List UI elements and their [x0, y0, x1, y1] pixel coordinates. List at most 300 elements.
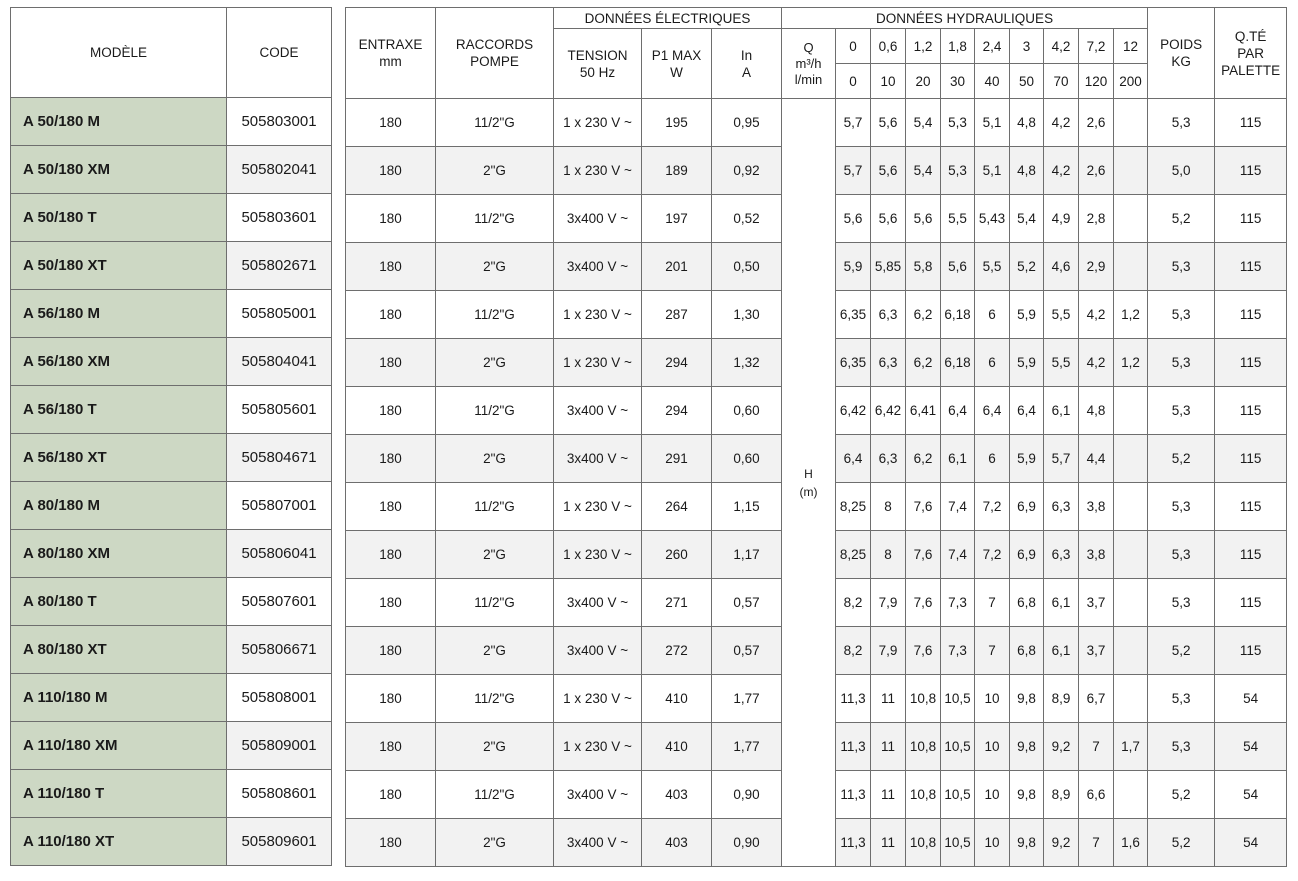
entraxe-cell: 180: [346, 339, 436, 387]
head-value-cell: 10: [975, 675, 1010, 723]
head-value-cell: 6: [975, 339, 1010, 387]
p1max-header: P1 MAX W: [642, 29, 712, 99]
code-cell: 505805601: [227, 386, 332, 434]
code-cell: 505806671: [227, 626, 332, 674]
raccords-header: RACCORDS POMPE: [436, 8, 554, 99]
p1-cell: 264: [642, 483, 712, 531]
head-value-cell: 10,5: [941, 771, 975, 819]
table-row: [11, 434, 332, 482]
model-cell: A 50/180 T: [11, 194, 227, 242]
head-value-cell: 6,2: [906, 435, 941, 483]
head-value-cell: 7,2: [975, 483, 1010, 531]
head-value-cell: 5,6: [871, 99, 906, 147]
q-lmin-header: 0: [836, 64, 871, 99]
head-value-cell: 4,2: [1044, 147, 1079, 195]
head-value-cell: 2,6: [1079, 147, 1114, 195]
head-value-cell: 6,18: [941, 291, 975, 339]
head-value-cell: 10,5: [941, 819, 975, 867]
p1-cell: 260: [642, 531, 712, 579]
raccords-cell: 11/2"G: [436, 291, 554, 339]
q-m3h-header: 1,8: [941, 29, 975, 64]
table-row: [11, 626, 332, 674]
entraxe-header: ENTRAXE mm: [346, 8, 436, 99]
head-value-cell: 1,2: [1114, 339, 1148, 387]
head-value-cell: 4,2: [1044, 99, 1079, 147]
head-value-cell: 10,8: [906, 819, 941, 867]
tension-cell: 3x400 V ~: [554, 579, 642, 627]
model-header: MODÈLE: [11, 8, 227, 98]
head-value-cell: 6,3: [871, 435, 906, 483]
raccords-cell: 11/2"G: [436, 195, 554, 243]
tension-cell: 3x400 V ~: [554, 243, 642, 291]
model-cell: A 110/180 M: [11, 674, 227, 722]
q-m3h-header: 3: [1010, 29, 1044, 64]
poids-header: POIDS KG: [1148, 8, 1215, 99]
head-value-cell: 8,2: [836, 627, 871, 675]
code-cell: 505808601: [227, 770, 332, 818]
entraxe-cell: 180: [346, 147, 436, 195]
head-value-cell: 3,7: [1079, 579, 1114, 627]
head-value-cell: 10,8: [906, 771, 941, 819]
head-value-cell: 4,6: [1044, 243, 1079, 291]
head-value-cell: 5,5: [941, 195, 975, 243]
table-row: [11, 338, 332, 386]
in-cell: 0,90: [712, 771, 782, 819]
head-value-cell: [1114, 531, 1148, 579]
head-value-cell: 7,3: [941, 579, 975, 627]
code-cell: 505804041: [227, 338, 332, 386]
head-value-cell: 6,4: [836, 435, 871, 483]
p1-cell: 287: [642, 291, 712, 339]
in-cell: 0,60: [712, 435, 782, 483]
model-cell: A 80/180 XM: [11, 530, 227, 578]
model-cell: A 80/180 XT: [11, 626, 227, 674]
head-value-cell: 5,9: [836, 243, 871, 291]
q-m3h-header: 4,2: [1044, 29, 1079, 64]
tension-cell: 1 x 230 V ~: [554, 99, 642, 147]
head-value-cell: 5,2: [1010, 243, 1044, 291]
in-cell: 1,77: [712, 723, 782, 771]
hydraulic-group-header: DONNÉES HYDRAULIQUES: [782, 8, 1148, 29]
raccords-cell: 2"G: [436, 819, 554, 867]
head-value-cell: 6,4: [941, 387, 975, 435]
head-value-cell: 3,8: [1079, 483, 1114, 531]
head-value-cell: 6,4: [1010, 387, 1044, 435]
head-value-cell: 4,4: [1079, 435, 1114, 483]
poids-cell: 5,3: [1148, 531, 1215, 579]
head-value-cell: 8: [871, 531, 906, 579]
raccords-cell: 11/2"G: [436, 579, 554, 627]
p1-cell: 403: [642, 771, 712, 819]
electrical-group-header: DONNÉES ÉLECTRIQUES: [554, 8, 782, 29]
raccords-cell: 2"G: [436, 723, 554, 771]
entraxe-cell: 180: [346, 99, 436, 147]
head-value-cell: 5,43: [975, 195, 1010, 243]
head-value-cell: 10,8: [906, 675, 941, 723]
qte-cell: 115: [1215, 99, 1287, 147]
table-row: [11, 386, 332, 434]
qte-cell: 115: [1215, 243, 1287, 291]
head-value-cell: 5,8: [906, 243, 941, 291]
head-value-cell: 6,1: [941, 435, 975, 483]
q-m3h-header: 1,2: [906, 29, 941, 64]
head-value-cell: 10,8: [906, 723, 941, 771]
raccords-cell: 11/2"G: [436, 483, 554, 531]
head-value-cell: 5,85: [871, 243, 906, 291]
qte-cell: 54: [1215, 819, 1287, 867]
raccords-cell: 2"G: [436, 243, 554, 291]
head-value-cell: 5,6: [836, 195, 871, 243]
head-value-cell: 5,1: [975, 99, 1010, 147]
code-cell: 505803601: [227, 194, 332, 242]
tension-cell: 1 x 230 V ~: [554, 675, 642, 723]
q-lmin-header: 20: [906, 64, 941, 99]
head-value-cell: 4,2: [1079, 339, 1114, 387]
p1-cell: 410: [642, 675, 712, 723]
head-value-cell: 6,2: [906, 291, 941, 339]
in-cell: 1,15: [712, 483, 782, 531]
head-value-cell: 10,5: [941, 723, 975, 771]
raccords-cell: 2"G: [436, 531, 554, 579]
in-cell: 1,32: [712, 339, 782, 387]
model-cell: A 50/180 XT: [11, 242, 227, 290]
head-value-cell: 8,9: [1044, 675, 1079, 723]
head-value-cell: 5,7: [1044, 435, 1079, 483]
head-value-cell: 7,9: [871, 627, 906, 675]
in-header: In A: [712, 29, 782, 99]
qte-cell: 115: [1215, 483, 1287, 531]
qte-cell: 115: [1215, 579, 1287, 627]
head-value-cell: 10: [975, 819, 1010, 867]
q-m3h-header: 2,4: [975, 29, 1010, 64]
head-value-cell: 1,7: [1114, 723, 1148, 771]
poids-cell: 5,3: [1148, 339, 1215, 387]
head-value-cell: 11: [871, 723, 906, 771]
head-value-cell: 6,3: [1044, 483, 1079, 531]
table-row: [11, 818, 332, 866]
q-lmin-header: 120: [1079, 64, 1114, 99]
head-value-cell: 5,4: [906, 99, 941, 147]
qte-cell: 115: [1215, 339, 1287, 387]
head-value-cell: 6,4: [975, 387, 1010, 435]
head-value-cell: 4,2: [1079, 291, 1114, 339]
code-cell: 505807001: [227, 482, 332, 530]
model-cell: A 56/180 M: [11, 290, 227, 338]
code-cell: 505805001: [227, 290, 332, 338]
head-value-cell: 6,35: [836, 291, 871, 339]
head-value-cell: 7,4: [941, 483, 975, 531]
head-value-cell: 11: [871, 675, 906, 723]
head-value-cell: 8: [871, 483, 906, 531]
model-cell: A 56/180 XT: [11, 434, 227, 482]
entraxe-cell: 180: [346, 531, 436, 579]
raccords-cell: 11/2"G: [436, 99, 554, 147]
head-value-cell: 9,8: [1010, 771, 1044, 819]
table-row: [11, 194, 332, 242]
head-value-cell: 5,5: [1044, 291, 1079, 339]
head-value-cell: 7,6: [906, 531, 941, 579]
tension-cell: 3x400 V ~: [554, 195, 642, 243]
head-value-cell: 7,6: [906, 627, 941, 675]
p1-cell: 271: [642, 579, 712, 627]
table-row: [11, 242, 332, 290]
head-value-cell: 2,6: [1079, 99, 1114, 147]
poids-cell: 5,2: [1148, 819, 1215, 867]
h-unit: (m): [799, 484, 818, 499]
head-value-cell: [1114, 147, 1148, 195]
head-value-cell: 6,2: [906, 339, 941, 387]
head-value-cell: [1114, 195, 1148, 243]
entraxe-cell: 180: [346, 387, 436, 435]
poids-cell: 5,3: [1148, 243, 1215, 291]
qte-cell: 54: [1215, 771, 1287, 819]
head-value-cell: 7,6: [906, 483, 941, 531]
entraxe-cell: 180: [346, 243, 436, 291]
model-cell: A 110/180 XM: [11, 722, 227, 770]
entraxe-cell: 180: [346, 723, 436, 771]
head-value-cell: 6,8: [1010, 579, 1044, 627]
qte-cell: 115: [1215, 435, 1287, 483]
raccords-cell: 2"G: [436, 147, 554, 195]
head-value-cell: 3,8: [1079, 531, 1114, 579]
head-value-cell: 7,2: [975, 531, 1010, 579]
p1-cell: 291: [642, 435, 712, 483]
head-value-cell: 6,35: [836, 339, 871, 387]
head-value-cell: 11,3: [836, 819, 871, 867]
tension-cell: 1 x 230 V ~: [554, 483, 642, 531]
poids-cell: 5,3: [1148, 675, 1215, 723]
code-cell: 505802041: [227, 146, 332, 194]
head-value-cell: 2,8: [1079, 195, 1114, 243]
head-value-cell: 6,1: [1044, 579, 1079, 627]
code-cell: 505809001: [227, 722, 332, 770]
in-cell: 0,52: [712, 195, 782, 243]
raccords-cell: 2"G: [436, 435, 554, 483]
head-value-cell: 5,9: [1010, 435, 1044, 483]
table-row: [11, 770, 332, 818]
head-value-cell: 4,8: [1010, 99, 1044, 147]
table-row: [346, 99, 1287, 147]
entraxe-cell: 180: [346, 435, 436, 483]
head-value-cell: 5,6: [871, 147, 906, 195]
head-value-cell: 5,4: [1010, 195, 1044, 243]
head-value-cell: [1114, 99, 1148, 147]
specs-table: [345, 7, 1287, 867]
head-value-cell: 6,3: [871, 339, 906, 387]
tension-header: TENSION 50 Hz: [554, 29, 642, 99]
in-cell: 0,60: [712, 387, 782, 435]
head-value-cell: 6,41: [906, 387, 941, 435]
p1-cell: 189: [642, 147, 712, 195]
table-row: [11, 146, 332, 194]
head-value-cell: [1114, 483, 1148, 531]
poids-cell: 5,2: [1148, 771, 1215, 819]
code-header: CODE: [227, 8, 332, 98]
table-row: [11, 578, 332, 626]
head-value-cell: 8,9: [1044, 771, 1079, 819]
qte-cell: 115: [1215, 387, 1287, 435]
head-value-cell: 1,2: [1114, 291, 1148, 339]
tension-cell: 1 x 230 V ~: [554, 339, 642, 387]
head-value-cell: 5,7: [836, 147, 871, 195]
head-value-cell: 5,7: [836, 99, 871, 147]
q-m3h-header: 12: [1114, 29, 1148, 64]
code-cell: 505804671: [227, 434, 332, 482]
head-value-cell: 8,25: [836, 483, 871, 531]
q-lmin-header: 10: [871, 64, 906, 99]
head-value-cell: 6,6: [1079, 771, 1114, 819]
head-value-cell: 2,9: [1079, 243, 1114, 291]
q-m3h-header: 0: [836, 29, 871, 64]
head-value-cell: 6: [975, 291, 1010, 339]
code-cell: 505806041: [227, 530, 332, 578]
entraxe-cell: 180: [346, 195, 436, 243]
head-value-cell: 6: [975, 435, 1010, 483]
head-value-cell: 7,9: [871, 579, 906, 627]
table-row: [11, 98, 332, 146]
head-value-cell: 10: [975, 771, 1010, 819]
head-value-cell: 9,2: [1044, 819, 1079, 867]
model-cell: A 56/180 T: [11, 386, 227, 434]
head-value-cell: 4,8: [1079, 387, 1114, 435]
table-row: [11, 482, 332, 530]
head-value-cell: [1114, 387, 1148, 435]
head-value-cell: [1114, 435, 1148, 483]
poids-cell: 5,2: [1148, 435, 1215, 483]
model-cell: A 80/180 T: [11, 578, 227, 626]
head-value-cell: 7: [975, 579, 1010, 627]
head-value-cell: 11,3: [836, 771, 871, 819]
head-value-cell: 5,6: [906, 195, 941, 243]
entraxe-cell: 180: [346, 627, 436, 675]
q-m3h-header: 7,2: [1079, 29, 1114, 64]
qte-cell: 115: [1215, 291, 1287, 339]
qte-header: Q.TÉ PAR PALETTE: [1215, 8, 1287, 99]
head-value-cell: 9,2: [1044, 723, 1079, 771]
raccords-cell: 11/2"G: [436, 771, 554, 819]
in-cell: 0,50: [712, 243, 782, 291]
qte-cell: 54: [1215, 723, 1287, 771]
head-value-cell: 1,6: [1114, 819, 1148, 867]
tension-cell: 3x400 V ~: [554, 627, 642, 675]
entraxe-cell: 180: [346, 675, 436, 723]
poids-cell: 5,3: [1148, 387, 1215, 435]
poids-cell: 5,3: [1148, 579, 1215, 627]
q-lmin-header: 50: [1010, 64, 1044, 99]
p1-cell: 195: [642, 99, 712, 147]
entraxe-cell: 180: [346, 579, 436, 627]
head-value-cell: 6,9: [1010, 531, 1044, 579]
code-cell: 505803001: [227, 98, 332, 146]
head-value-cell: 6,3: [1044, 531, 1079, 579]
in-cell: 1,30: [712, 291, 782, 339]
model-cell: A 56/180 XM: [11, 338, 227, 386]
head-value-cell: [1114, 675, 1148, 723]
head-value-cell: 6,42: [871, 387, 906, 435]
head-value-cell: 5,5: [1044, 339, 1079, 387]
code-cell: 505802671: [227, 242, 332, 290]
poids-cell: 5,3: [1148, 291, 1215, 339]
head-value-cell: 10,5: [941, 675, 975, 723]
p1-cell: 201: [642, 243, 712, 291]
code-cell: 505808001: [227, 674, 332, 722]
in-cell: 0,57: [712, 627, 782, 675]
head-value-cell: 7: [1079, 723, 1114, 771]
head-value-cell: 6,42: [836, 387, 871, 435]
head-value-cell: 5,1: [975, 147, 1010, 195]
model-cell: A 110/180 T: [11, 770, 227, 818]
q-header: Q m³/h l/min: [782, 29, 836, 99]
head-value-cell: 5,9: [1010, 339, 1044, 387]
head-value-cell: [1114, 243, 1148, 291]
head-value-cell: 7: [1079, 819, 1114, 867]
tension-cell: 3x400 V ~: [554, 387, 642, 435]
head-value-cell: 6,1: [1044, 627, 1079, 675]
q-m3h-header: 0,6: [871, 29, 906, 64]
head-value-cell: 5,9: [1010, 291, 1044, 339]
poids-cell: 5,3: [1148, 483, 1215, 531]
q-lmin-header: 40: [975, 64, 1010, 99]
poids-cell: 5,2: [1148, 195, 1215, 243]
entraxe-cell: 180: [346, 483, 436, 531]
q-lmin-header: 30: [941, 64, 975, 99]
head-value-cell: [1114, 771, 1148, 819]
head-value-cell: 5,3: [941, 99, 975, 147]
model-cell: A 50/180 M: [11, 98, 227, 146]
model-cell: A 50/180 XM: [11, 146, 227, 194]
head-value-cell: 5,6: [941, 243, 975, 291]
head-value-cell: 7,4: [941, 531, 975, 579]
head-value-cell: 4,8: [1010, 147, 1044, 195]
head-value-cell: 9,8: [1010, 723, 1044, 771]
tension-cell: 1 x 230 V ~: [554, 531, 642, 579]
p1-cell: 410: [642, 723, 712, 771]
table-row: [11, 722, 332, 770]
poids-cell: 5,3: [1148, 99, 1215, 147]
raccords-cell: 2"G: [436, 339, 554, 387]
in-cell: 1,77: [712, 675, 782, 723]
head-value-cell: 9,8: [1010, 819, 1044, 867]
head-value-cell: 11,3: [836, 723, 871, 771]
head-value-cell: 7: [975, 627, 1010, 675]
table-row: [11, 530, 332, 578]
p1-cell: 294: [642, 339, 712, 387]
tension-cell: 1 x 230 V ~: [554, 723, 642, 771]
q-lmin-header: 200: [1114, 64, 1148, 99]
qte-cell: 54: [1215, 675, 1287, 723]
poids-cell: 5,2: [1148, 627, 1215, 675]
poids-cell: 5,0: [1148, 147, 1215, 195]
code-cell: 505809601: [227, 818, 332, 866]
tension-cell: 3x400 V ~: [554, 819, 642, 867]
qte-cell: 115: [1215, 531, 1287, 579]
head-value-cell: 6,8: [1010, 627, 1044, 675]
q-lmin-header: 70: [1044, 64, 1079, 99]
head-value-cell: 11,3: [836, 675, 871, 723]
in-cell: 1,17: [712, 531, 782, 579]
code-cell: 505807601: [227, 578, 332, 626]
table-row: [11, 674, 332, 722]
raccords-cell: 11/2"G: [436, 675, 554, 723]
head-value-cell: 11: [871, 771, 906, 819]
head-value-cell: 9,8: [1010, 675, 1044, 723]
raccords-cell: 11/2"G: [436, 387, 554, 435]
raccords-cell: 2"G: [436, 627, 554, 675]
entraxe-cell: 180: [346, 771, 436, 819]
p1-cell: 403: [642, 819, 712, 867]
head-value-cell: [1114, 627, 1148, 675]
p1-cell: 294: [642, 387, 712, 435]
